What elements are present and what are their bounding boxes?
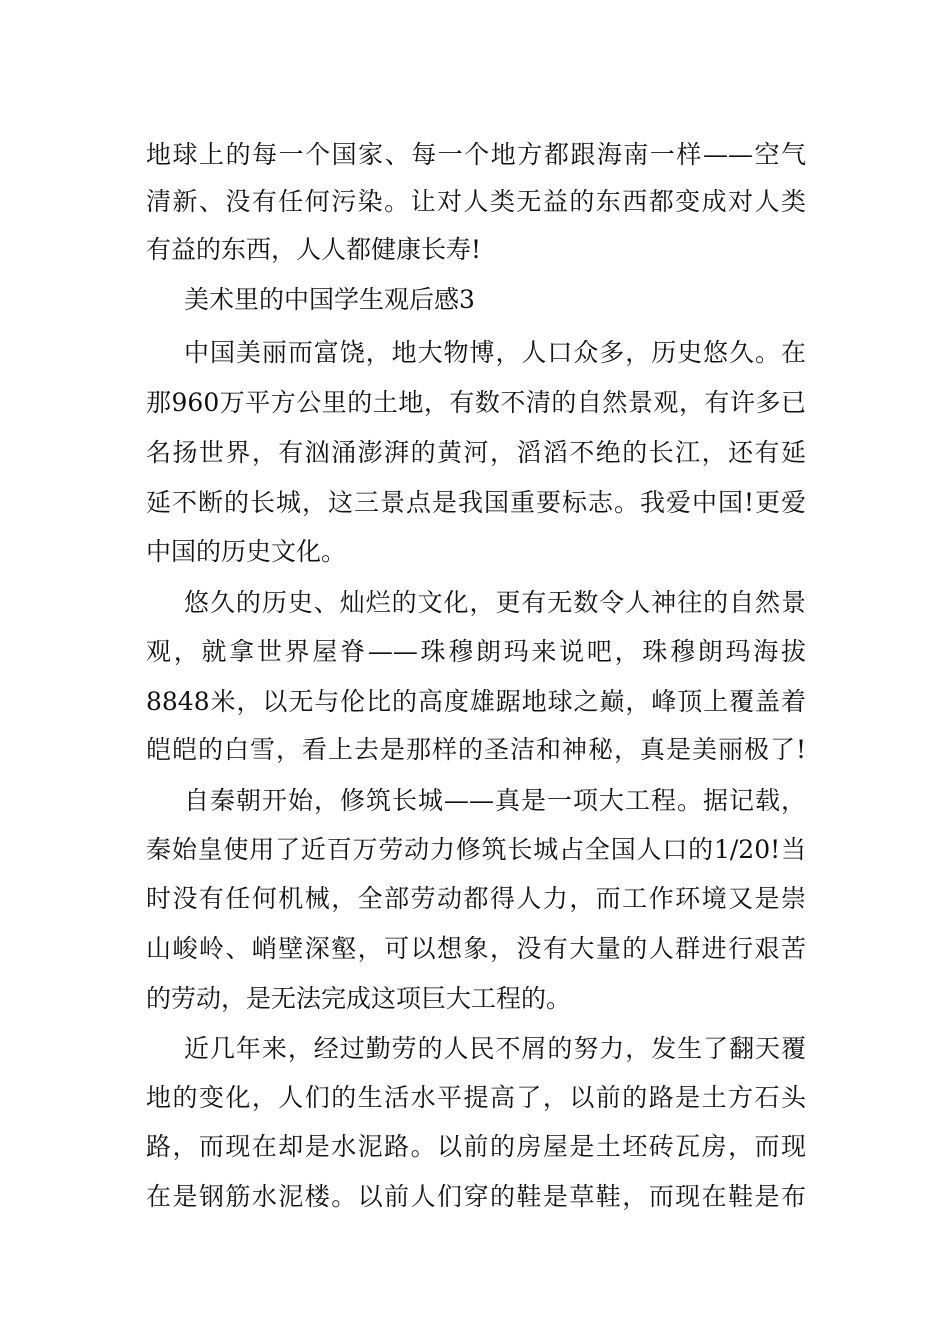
body-text-line: 延不断的长城，这三景点是我国重要标志。我爱中国!更爱 [146,488,806,517]
body-text-line: 清新、没有任何污染。让对人类无益的东西都变成对人类 [146,187,806,216]
body-text-line: 时没有任何机械，全部劳动都得人力，而工作环境又是崇 [146,884,806,913]
body-text-line: 山峻岭、峭壁深壑，可以想象，没有大量的人群进行艰苦 [146,934,806,963]
paragraph-first-line: 中国美丽而富饶，地大物博，人口众多，历史悠久。在 [184,338,806,367]
body-text-line: 路，而现在却是水泥路。以前的房屋是土坯砖瓦房，而现 [146,1132,806,1161]
body-text-line: 地球上的每一个国家、每一个地方都跟海南一样——空气 [146,140,806,169]
paragraph-first-line: 自秦朝开始，修筑长城——真是一项大工程。据记载， [184,786,806,815]
paragraph-first-line: 近几年来，经过勤劳的人民不屑的努力，发生了翻天覆 [184,1034,806,1063]
body-text-line: 那960万平方公里的土地，有数不清的自然景观，有许多已 [146,388,806,417]
body-text-line: 在是钢筋水泥楼。以前人们穿的鞋是草鞋，而现在鞋是布 [146,1182,806,1211]
body-text-line: 皑皑的白雪，看上去是那样的圣洁和神秘，真是美丽极了! [146,735,806,764]
paragraph-first-line: 悠久的历史、灿烂的文化，更有无数令人神往的自然景 [184,588,806,617]
body-text-line: 观，就拿世界屋脊——珠穆朗玛来说吧，珠穆朗玛海拔 [146,637,806,666]
body-text-line: 的劳动，是无法完成这项巨大工程的。 [146,984,572,1013]
section-heading: 美术里的中国学生观后感3 [184,285,475,314]
body-text-line: 中国的历史文化。 [146,537,347,566]
body-text-line: 秦始皇使用了近百万劳动力修筑长城占全国人口的1/20!当 [146,835,806,864]
body-text-line: 8848米，以无与伦比的高度雄踞地球之巅，峰顶上覆盖着 [146,687,806,716]
body-text-line: 名扬世界，有汹涌澎湃的黄河，滔滔不绝的长江，还有延 [146,438,806,467]
body-text-line: 有益的东西，人人都健康长寿! [146,235,482,264]
body-text-line: 地的变化，人们的生活水平提高了，以前的路是土方石头 [146,1083,806,1112]
